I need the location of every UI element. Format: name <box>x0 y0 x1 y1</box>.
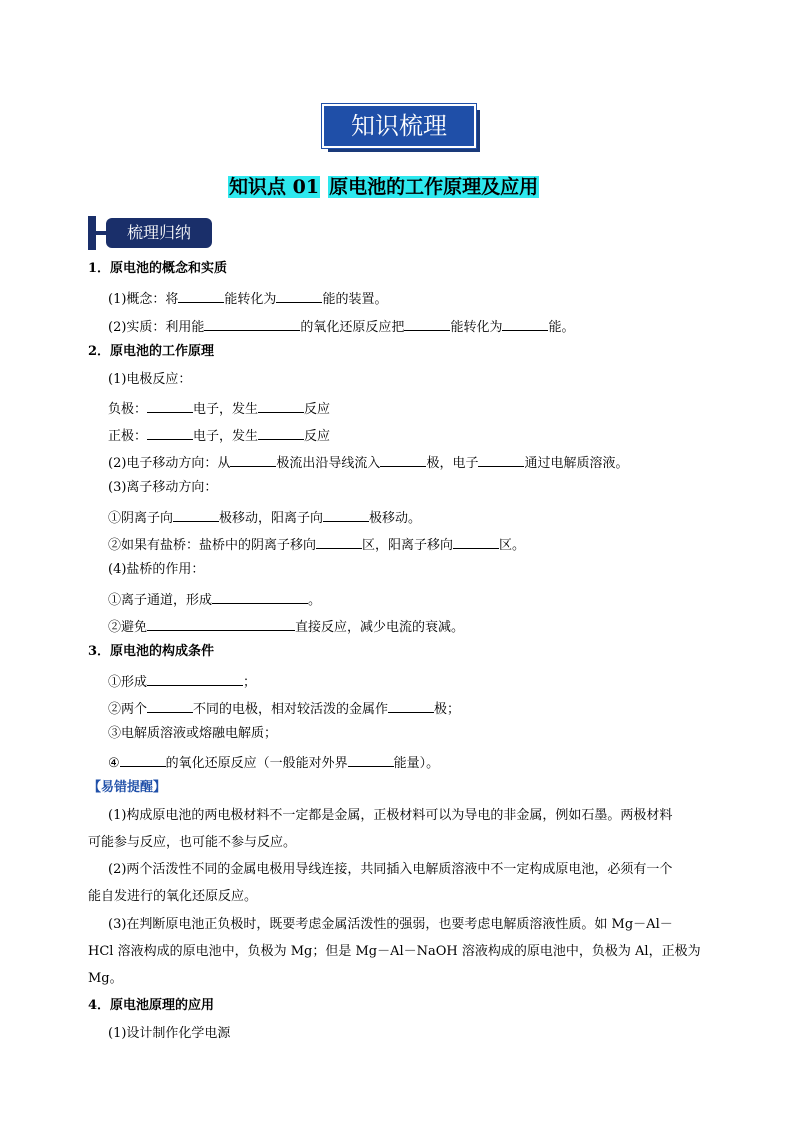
blank <box>478 452 524 467</box>
text: 区。 <box>499 538 526 553</box>
blank <box>502 316 548 331</box>
text: 极移动。 <box>369 511 422 526</box>
s3-cond-3: ③电解质溶液或熔融电解质； <box>108 726 278 741</box>
s3-heading: 3．原电池的构成条件 <box>88 644 215 659</box>
s2-positive <box>108 425 330 446</box>
text: ①阴离子向 <box>108 511 174 526</box>
text: 反应 <box>304 402 331 417</box>
text: 区，阳离子移向 <box>362 538 454 553</box>
s2-electron-flow <box>108 452 628 473</box>
tip-p2a: (2)两个活泼性不同的金属电极用导线连接，共同插入电解质溶液中不一定构成原电池，必须有一个 <box>108 862 673 877</box>
blank <box>258 398 304 413</box>
text: 电子，发生 <box>193 402 259 417</box>
blank <box>323 507 369 522</box>
banner-title: 知识梳理 <box>322 104 476 148</box>
blank <box>147 616 295 631</box>
tag-bar <box>88 216 96 250</box>
blank <box>404 316 450 331</box>
s1-heading: 1．原电池的概念和实质 <box>88 261 228 276</box>
text: 极流出沿导线流入 <box>276 456 381 471</box>
text: (1)概念：将 <box>108 292 179 307</box>
blank <box>173 507 219 522</box>
blank <box>258 425 304 440</box>
s2-heading: 2．原电池的工作原理 <box>88 344 215 359</box>
text: 能量）。 <box>393 756 440 771</box>
text: ①形成 <box>108 675 148 690</box>
kp-text: 原电池的工作原理及应用 <box>329 176 539 198</box>
blank <box>388 698 434 713</box>
blank <box>348 752 394 767</box>
text: 不同的电极，相对较活泼的金属作 <box>193 702 389 717</box>
blank <box>204 316 300 331</box>
blank <box>380 452 426 467</box>
s4-heading: 4．原电池原理的应用 <box>88 998 215 1013</box>
blank <box>230 452 276 467</box>
text: (2)电子移动方向：从 <box>108 456 231 471</box>
summary-tag <box>88 216 218 250</box>
text: 能转化为 <box>224 292 277 307</box>
text: 正极： <box>108 429 148 444</box>
s2-salt-bridge-2 <box>108 616 464 637</box>
tip-p3a: (3)在判断原电池正负极时，既要考虑金属活泼性的强弱，也要考虑电解质溶液性质。如 Mg－Al－ <box>108 917 673 932</box>
text: ②避免 <box>108 620 148 635</box>
text: 极； <box>434 702 461 717</box>
blank <box>178 288 224 303</box>
text: 极，电子 <box>426 456 479 471</box>
s1-concept <box>108 288 387 309</box>
blank <box>276 288 322 303</box>
s2-negative <box>108 398 330 419</box>
tip-p1a: (1)构成原电池的两电极材料不一定都是金属，正极材料可以为导电的非金属，例如石墨。两极材料 <box>108 808 673 823</box>
text: ④ <box>108 756 120 771</box>
text: 能。 <box>548 320 575 335</box>
knowledge-point-title <box>228 174 539 200</box>
blank <box>147 671 243 686</box>
tip-p3b: HCl 溶液构成的原电池中，负极为 Mg；但是 Mg－Al－NaOH 溶液构成的原电池中，负极为 Al，正极为 <box>88 944 701 959</box>
text: ①离子通道，形成 <box>108 593 213 608</box>
blank <box>212 589 308 604</box>
text: ②如果有盐桥：盐桥中的阴离子移向 <box>108 538 317 553</box>
tag-label: 梳理归纳 <box>106 218 212 248</box>
text: (2)实质：利用能 <box>108 320 205 335</box>
section-banner <box>322 104 482 152</box>
text: 能转化为 <box>450 320 503 335</box>
blank <box>120 752 166 767</box>
s3-cond-2 <box>108 698 460 719</box>
blank <box>316 534 362 549</box>
blank <box>147 398 193 413</box>
text: 通过电解质溶液。 <box>524 456 629 471</box>
tip-p2b: 能自发进行的氧化还原反应。 <box>88 889 258 904</box>
text: 极移动，阳离子向 <box>219 511 324 526</box>
text: 负极： <box>108 402 148 417</box>
s2-ion-flow: (3)离子移动方向： <box>108 480 218 495</box>
s2-electrode: (1)电极反应： <box>108 372 192 387</box>
blank <box>453 534 499 549</box>
s4-item-1: (1)设计制作化学电源 <box>108 1026 231 1041</box>
text: ②两个 <box>108 702 148 717</box>
s1-essence <box>108 316 574 337</box>
tip-p1b: 可能参与反应，也可能不参与反应。 <box>88 835 297 850</box>
text: 能的装置。 <box>322 292 388 307</box>
text: 直接反应，减少电流的衰减。 <box>295 620 465 635</box>
s2-salt-bridge-1 <box>108 589 321 610</box>
s2-ion-2 <box>108 534 525 555</box>
blank <box>147 698 193 713</box>
text: 的氧化还原反应（一般能对外界 <box>165 756 348 771</box>
s3-cond-4 <box>108 752 439 773</box>
s2-ion-1 <box>108 507 421 528</box>
s2-salt-bridge: (4)盐桥的作用： <box>108 562 205 577</box>
s3-cond-1 <box>108 671 256 692</box>
tag-tick <box>96 231 106 235</box>
kp-number: 知识点 01 <box>229 176 320 198</box>
text: ； <box>243 675 257 690</box>
tip-p3c: Mg。 <box>88 971 123 986</box>
text: 反应 <box>304 429 331 444</box>
blank <box>147 425 193 440</box>
text: 的氧化还原反应把 <box>300 320 405 335</box>
tip-heading: 【易错提醒】 <box>88 780 167 795</box>
text: 。 <box>308 593 322 608</box>
text: 电子，发生 <box>193 429 259 444</box>
